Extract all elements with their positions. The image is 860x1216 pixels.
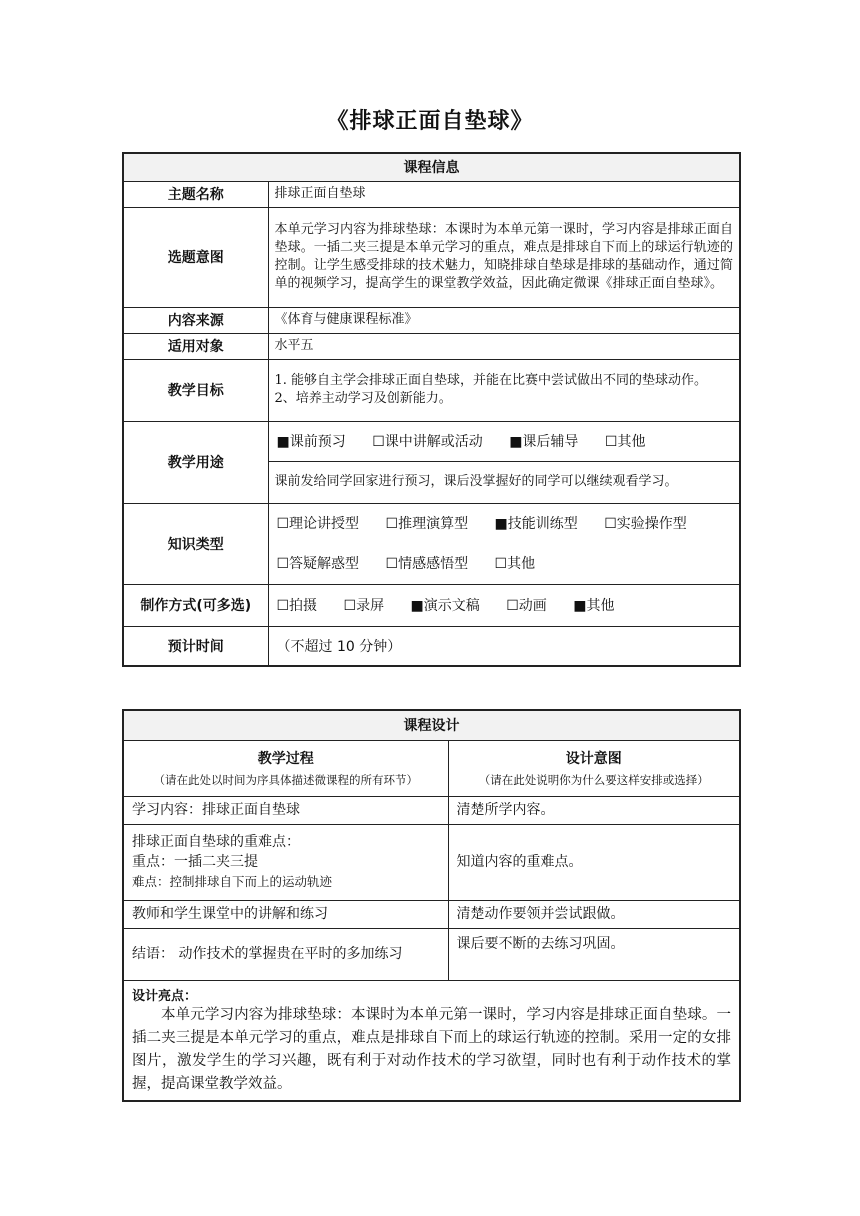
course-design-header: 课程设计 bbox=[123, 710, 740, 740]
process-title: 教学过程 bbox=[257, 751, 314, 767]
usage-option-preview[interactable]: ■课前预习 bbox=[276, 434, 346, 450]
goals-label: 教学目标 bbox=[123, 359, 268, 421]
usage-options bbox=[268, 421, 740, 461]
audience-label: 适用对象 bbox=[123, 333, 268, 359]
knowledge-label: 知识类型 bbox=[123, 503, 268, 584]
process-step: 学习内容：排球正面自垫球 bbox=[123, 796, 448, 824]
process-subtitle: （请在此处以时间为序具体描述微课程的所有环节） bbox=[153, 773, 418, 787]
process-step: 教师和学生课堂中的讲解和练习 bbox=[123, 900, 448, 928]
course-info-header: 课程信息 bbox=[123, 153, 740, 181]
intent-label: 选题意图 bbox=[123, 207, 268, 307]
method-option-other[interactable]: ■其他 bbox=[573, 598, 615, 614]
table-row bbox=[123, 900, 740, 928]
design-highlight bbox=[123, 980, 740, 1101]
goal-2: 2、培养主动学习及创新能力。 bbox=[274, 391, 452, 406]
topic-label: 主题名称 bbox=[123, 181, 268, 207]
design-intent-subtitle: （请在此处说明你为什么要这样安排或选择） bbox=[478, 773, 709, 787]
step-intent: 知道内容的重难点。 bbox=[448, 824, 740, 900]
source-label: 内容来源 bbox=[123, 307, 268, 333]
table-row bbox=[123, 824, 740, 900]
knowledge-option-reasoning[interactable]: ☐推理演算型 bbox=[385, 515, 469, 532]
step-intent: 清楚动作要领并尝试跟做。 bbox=[448, 900, 740, 928]
step-intent: 清楚所学内容。 bbox=[448, 796, 740, 824]
intent-value: 本单元学习内容为排球垫球：本课时为本单元第一课时，学习内容是排球正面自垫球。一插二夹三提是本单元学习的重点，难点是排球自下而上的球运行轨迹的控制。让学生感受排球的技术魅力，知晓排球自垫球是排球的基础动作，通过简单的视频学习，提高学生的课堂教学效益，因此确定微课《排球正面自垫球》。 bbox=[268, 207, 740, 307]
method-option-screen-record[interactable]: ☐录屏 bbox=[343, 598, 385, 614]
usage-note: 课前发给同学回家进行预习，课后没掌握好的同学可以继续观看学习。 bbox=[268, 461, 740, 503]
time-value: （不超过 10 分钟） bbox=[268, 626, 740, 666]
intent-column-header bbox=[448, 740, 740, 796]
table-row bbox=[123, 928, 740, 980]
design-intent-title: 设计意图 bbox=[565, 751, 622, 767]
process-step bbox=[123, 824, 448, 900]
step-intent: 课后要不断的去练习巩固。 bbox=[448, 928, 740, 980]
key-points-heading: 排球正面自垫球的重难点： bbox=[132, 834, 300, 850]
key-point: 重点：一插二夹三提 bbox=[132, 854, 258, 870]
goals-value bbox=[268, 359, 740, 421]
method-options bbox=[268, 584, 740, 626]
knowledge-option-skill[interactable]: ■技能训练型 bbox=[494, 515, 578, 532]
method-option-animation[interactable]: ☐动画 bbox=[506, 598, 547, 614]
document-title: 《排球正面自垫球》 bbox=[326, 109, 534, 134]
method-option-filming[interactable]: ☐拍摄 bbox=[276, 598, 318, 614]
process-step: 结语： 动作技术的掌握贵在平时的多加练习 bbox=[123, 928, 448, 980]
highlight-title: 设计亮点： bbox=[132, 988, 198, 1004]
knowledge-option-other[interactable]: ☐其他 bbox=[494, 555, 536, 572]
method-label: 制作方式(可多选) bbox=[123, 584, 268, 626]
highlight-body: 本单元学习内容为排球垫球：本课时为本单元第一课时，学习内容是排球正面自垫球。一插二夹三提是本单元学习的重点，难点是排球自下而上的球运行轨迹的控制。采用一定的女排图片，激发学生的学习兴趣，既有利于对动作技术的学习欲望，同时也有利于动作技术的掌握，提高课堂教学效益。 bbox=[132, 1006, 731, 1092]
knowledge-option-experiment[interactable]: ☐实验操作型 bbox=[604, 515, 687, 532]
time-label: 预计时间 bbox=[123, 626, 268, 666]
goal-1: 1. 能够自主学会排球正面自垫球，并能在比赛中尝试做出不同的垫球动作。 bbox=[274, 373, 708, 388]
difficult-point: 难点：控制排球自下而上的运动轨迹 bbox=[132, 874, 333, 889]
usage-option-after-class[interactable]: ■课后辅导 bbox=[509, 434, 579, 450]
topic-value: 排球正面自垫球 bbox=[268, 181, 740, 207]
process-column-header bbox=[123, 740, 448, 796]
knowledge-option-theory[interactable]: ☐理论讲授型 bbox=[276, 515, 360, 532]
table-row bbox=[123, 796, 740, 824]
usage-option-other[interactable]: ☐其他 bbox=[604, 434, 646, 450]
usage-option-in-class[interactable]: ☐课中讲解或活动 bbox=[372, 434, 483, 450]
knowledge-options bbox=[268, 503, 740, 584]
audience-value: 水平五 bbox=[268, 333, 740, 359]
course-info-table bbox=[122, 152, 741, 667]
knowledge-option-qa[interactable]: ☐答疑解惑型 bbox=[276, 555, 360, 572]
course-design-table bbox=[122, 709, 741, 1102]
source-value: 《体育与健康课程标准》 bbox=[268, 307, 740, 333]
method-option-slides[interactable]: ■演示文稿 bbox=[410, 598, 480, 614]
usage-label: 教学用途 bbox=[123, 421, 268, 503]
knowledge-option-emotion[interactable]: ☐情感感悟型 bbox=[385, 555, 469, 572]
